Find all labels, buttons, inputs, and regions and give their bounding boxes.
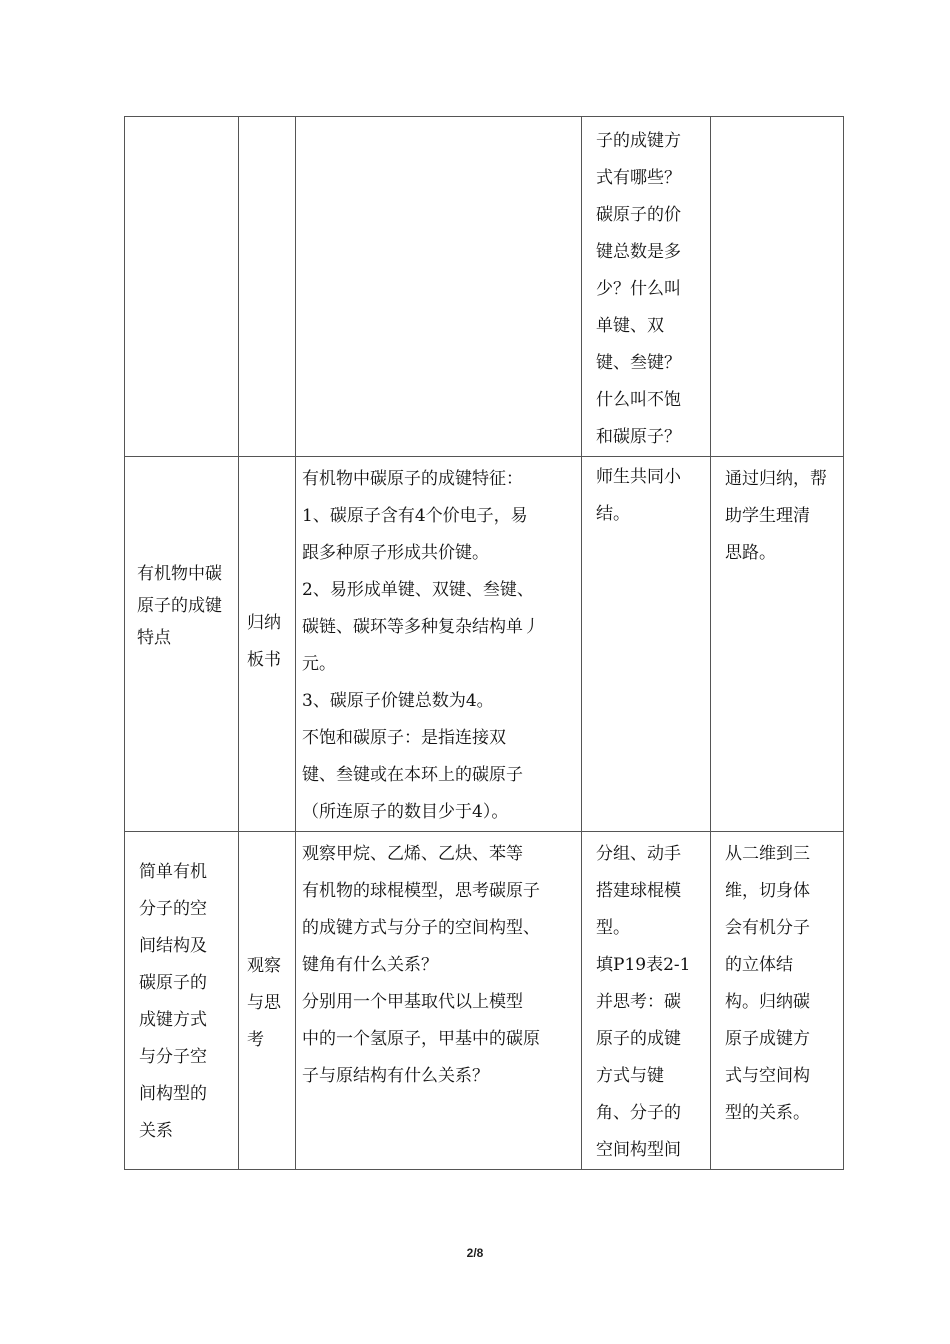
- method-line: 单键、双: [596, 316, 664, 336]
- content-line: 的成键方式与分子的空间构型、: [302, 918, 540, 938]
- purpose-cell: [711, 832, 844, 1170]
- method-cell: [582, 457, 711, 832]
- method-line: 键总数是多: [596, 242, 681, 262]
- content-line: 有机物中碳原子的成键特征：: [302, 469, 523, 489]
- content-line: 不饱和碳原子：是指连接双: [302, 728, 506, 748]
- method-line: 填P19表2-1: [596, 955, 691, 975]
- activity-cell: [239, 457, 296, 832]
- topic-cell: [125, 457, 239, 832]
- method-cell: [582, 117, 711, 457]
- purpose-cell: [711, 457, 844, 832]
- purpose-line: 原子成键方: [725, 1029, 810, 1049]
- content-line: 有机物的球棍模型，思考碳原子: [302, 881, 540, 901]
- method-line: 搭建球棍模: [596, 881, 681, 901]
- activity-line: 观察: [247, 956, 281, 976]
- method-line: 子的成键方: [596, 131, 681, 151]
- purpose-cell: [711, 117, 844, 457]
- content-line: 键、叁键或在本环上的碳原子: [302, 765, 523, 785]
- activity-cell: [239, 117, 296, 457]
- method-line: 原子的成键: [596, 1029, 681, 1049]
- method-line: 并思考：碳: [596, 992, 681, 1012]
- activity-line: 与思: [247, 993, 281, 1013]
- purpose-line: 通过归纳，帮: [725, 469, 827, 489]
- topic-line: 碳原子的: [139, 973, 207, 993]
- method-line: 空间构型间: [596, 1140, 681, 1160]
- activity-line: 板书: [247, 650, 281, 670]
- method-line: 角、分子的: [596, 1103, 681, 1123]
- method-line: 什么叫不饱: [596, 390, 681, 410]
- topic-line: 间结构及: [139, 936, 207, 956]
- content-line: 3、碳原子价键总数为4。: [302, 691, 494, 711]
- content-line: 2、易形成单键、双键、叁键、: [302, 580, 534, 600]
- content-line: 观察甲烷、乙烯、乙炔、苯等: [302, 844, 523, 864]
- content-line: 中的一个氢原子，甲基中的碳原: [302, 1029, 540, 1049]
- topic-line: 分子的空: [139, 899, 207, 919]
- content-line: 键角有什么关系？: [302, 955, 438, 975]
- activity-line: 归纳: [247, 613, 281, 633]
- content-line: 跟多种原子形成共价键。: [302, 543, 489, 563]
- table-row-continuation: [125, 117, 844, 457]
- purpose-line: 思路。: [725, 543, 776, 563]
- method-line: 碳原子的价: [596, 205, 681, 225]
- purpose-line: 助学生理清: [725, 506, 810, 526]
- page-number: 2/8: [466, 1246, 484, 1260]
- topic-line: 简单有机: [139, 862, 207, 882]
- method-line: 方式与键: [596, 1066, 664, 1086]
- topic-line: 关系: [139, 1121, 173, 1141]
- purpose-line: 会有机分子: [725, 918, 810, 938]
- method-line: 式有哪些？: [596, 168, 681, 188]
- method-cell: [582, 832, 711, 1170]
- method-line: 键、叁键？: [596, 353, 681, 373]
- content-line: （所连原子的数目少于4）。: [302, 802, 509, 822]
- content-line: 子与原结构有什么关系？: [302, 1066, 489, 1086]
- content-cell: [296, 117, 582, 457]
- activity-cell: [239, 832, 296, 1170]
- content-line: 1、碳原子含有4个价电子，易: [302, 506, 528, 526]
- topic-line: 有机物中碳: [137, 564, 222, 584]
- purpose-line: 构。归纳碳: [725, 992, 810, 1012]
- method-line: 分组、动手: [596, 844, 681, 864]
- topic-cell: [125, 117, 239, 457]
- table-row-bonding-features: [125, 457, 844, 832]
- content-cell: [296, 457, 582, 832]
- content-line: 元。: [302, 654, 336, 674]
- method-line: 型。: [596, 918, 630, 938]
- activity-line: 考: [247, 1030, 264, 1050]
- method-line: 少？什么叫: [596, 279, 681, 299]
- topic-line: 间构型的: [139, 1084, 207, 1104]
- content-cell: [296, 832, 582, 1170]
- purpose-line: 的立体结: [725, 955, 793, 975]
- method-line: 结。: [596, 504, 630, 524]
- lesson-plan-table: [124, 116, 844, 1170]
- method-line: 和碳原子？: [596, 427, 681, 447]
- topic-cell: [125, 832, 239, 1170]
- purpose-line: 式与空间构: [725, 1066, 810, 1086]
- topic-line: 成键方式: [139, 1010, 207, 1030]
- topic-line: 与分子空: [139, 1047, 207, 1067]
- purpose-line: 型的关系。: [725, 1103, 810, 1123]
- topic-line: 原子的成键: [137, 596, 222, 616]
- purpose-line: 维，切身体: [725, 881, 810, 901]
- content-line: 分别用一个甲基取代以上模型: [302, 992, 523, 1012]
- purpose-line: 从二维到三: [725, 844, 810, 864]
- table-row-spatial-structure: [125, 832, 844, 1170]
- content-line: 碳链、碳环等多种复杂结构单丿: [302, 617, 540, 637]
- method-line: 师生共同小: [596, 467, 681, 487]
- topic-line: 特点: [137, 628, 171, 648]
